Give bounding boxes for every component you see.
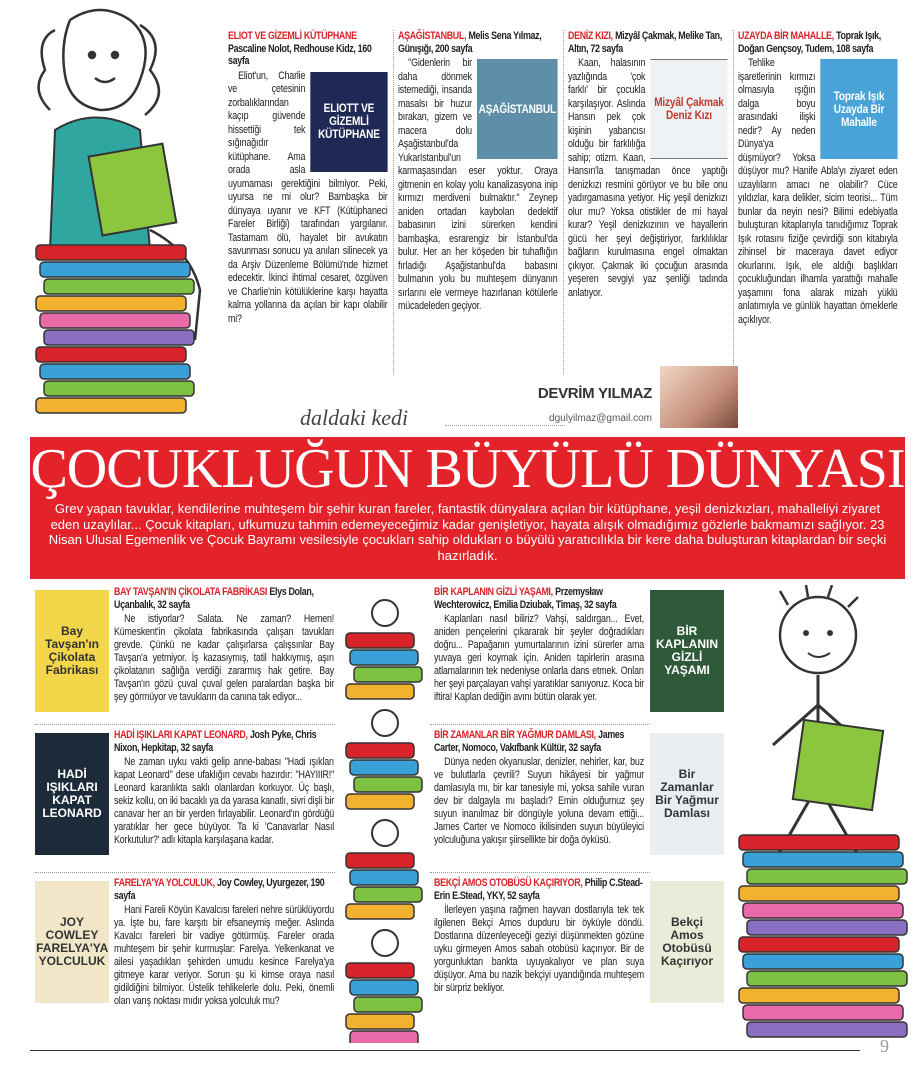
child-head (372, 710, 398, 736)
book-cover-deniz-kizi: Mizyâl Çakmak Deniz Kızı (650, 59, 727, 159)
book-icon (743, 1005, 903, 1020)
book-icon (743, 852, 903, 867)
article-text: Dünya neden okyanuslar, denizler, nehirler, kar, buz ve bulutlarla çevrili? Suyun hikâyesi bir yağmur damlasıyla mı, bir kar tanesiyle mi, yoksa sahile vuran dev bir dalgayla mı başladı? Emin olduğumuz şey suyun inanılmaz bir döngüyle yoluna devam ettiği... James Carter ve Nomoco ikilisinden suyun büyüleyici yolculuğuna yakışır şiirsellikte bir doğa öyküsü. (434, 756, 644, 846)
boy-reading-illustration (728, 585, 916, 1045)
book-cover: BİR KAPLANIN GİZLİ YAŞAMI (650, 590, 724, 712)
child-head (372, 820, 398, 846)
book-icon (354, 997, 422, 1012)
illustration-kids-books (340, 588, 430, 1043)
book-icon (747, 920, 907, 935)
article-text: İlerleyen yaşına rağmen hayvan dostlarıyla tek tek ilgilenen Bekçi Amos dupduru bir öyküyle döndü. Dostlarına düzenleyeceği geziyi düşünmekten gözüne uyku girmeyen Amos sabah otobüsü kaçırıyor. Bir de yorgunluktan bankta uyuyakalıyor ve plan suya düşüyor. Ama bu nazik bekçiyi uyandığında muhteşem bir sürpriz bekliyor. (434, 904, 644, 994)
article (114, 877, 334, 1008)
book-icon (346, 633, 414, 648)
article-title: HADİ IŞIKLARI KAPAT LEONARD, (114, 729, 248, 741)
article (114, 729, 334, 847)
article-meta: Josh Pyke, Chris Nixon, Hepkitap, 32 sayfa (114, 729, 317, 754)
article-title: AŞAĞİSTANBUL, (398, 30, 467, 42)
book-cover: HADİ IŞIKLARI KAPAT LEONARD (35, 733, 109, 855)
article (434, 729, 644, 847)
article-meta: Pascaline Nolot, Redhouse Kidz, 160 sayfa (228, 42, 372, 67)
article-uzayda-bir-mahalle (738, 30, 898, 327)
column-name: daldaki kedi (300, 405, 409, 430)
book-icon (36, 398, 186, 413)
author-email: dgulyilmaz@gmail.com (549, 413, 652, 424)
book-icon (350, 870, 418, 885)
article-asagistanbul (398, 30, 558, 314)
article-meta: Philip C.Stead-Erin E.Stead, YKY, 52 sayfa (434, 877, 643, 902)
book-icon (743, 903, 903, 918)
book-cover: JOY COWLEY FARELYA'YA YOLCULUK (35, 881, 109, 1003)
article-title: UZAYDA BİR MAHALLE, (738, 30, 834, 42)
book-icon (44, 381, 194, 396)
book-icon (346, 904, 414, 919)
book-icon (739, 835, 899, 850)
book-cover: Bay Tavşan'ın Çikolata Fabrikası (35, 590, 109, 712)
article-text: "Gidenlerin bir daha dönmek istemediği, insanda masalsı bir huzur bırakan, gizem ve macera dolu Aşağistanbul'da YukarIstanbul'un karmaşasından eser yoktur. Oraya gitmenin en kolay yolu kanalizasyona inip kırmızı merdiveni bulmaktır." Zeynep aniden ortadan kaybolan dedektif babasının izini sürerken kendini bambaşka, esrarengiz bir İstanbul'da bulur. Her an her köşeden bir tuhaflığın fırladığı Aşağistanbul'da babasını bulmanın yolu bu muhteşem dünyanın sırlarını ele vermeye hazırlanan kötülerle mücadeleden geçiyor. (398, 57, 558, 312)
article-text: Tehlike işaretlerinin kırmızı olmasıyla ışığın dalga boyu arasındaki ilişki nedir? Ay neden Dünya'ya düşmüyor? Yoksa düşüyor mu? Hanife Abla'yı ziyaret eden uzaylıların amacı ne olabilir? Cüce yıldızlar, kara delikler, sicim teorisi... Tüm bunlar da neyin nesi? Bilimi edebiyatla buluşturan kitaplarıyla tanıdığımız Toprak Işık rotasını fiziğe çevirdiği son kitabıyla zihinsel bir maceraya davet ediyor okurlarını. Işık, ele aldığı başlıkları çocukluğundan ilhamla yarattığı mahalle yaşamını fona alarak mizah yüklü anlatımıyla ve günlük hayattan örneklerle açıklıyor. (738, 57, 898, 326)
book-cover-eliot: ELIOTT VE GİZEMLİ KÜTÜPHANE (310, 72, 387, 172)
book-icon (346, 963, 414, 978)
article-deniz-kizi (568, 30, 728, 300)
intro-text: Grev yapan tavuklar, kendilerine muhteşem bir şehir kuran fareler, fantastik dünyalara açılan bir kütüphane, yeşil denizkızları, mahalleliyi ziyaret eden uzaylılar... Çocuk kitapları, ufkumuzu tahmin edemeyeceğimiz kadar genişletiyor, hayata alışık olmadığımız gözlerle bakmamızı sağlıyor. 23 Nisan Ulusal Egemenlik ve Çocuk Bayramı vesilesiyle çocukları sahip oldukları o büyülü yaratıcılıkla bir kere daha buluşturan kitaplardan bir seçki hazırladık. (48, 501, 887, 563)
article-text: Eliot'un, Charlie ve çetesinin zorbalıklarından kaçıp güvende hissettiği tek sığınağıdır kütüphane. Ama orada asla uyumaması gerektiğini bilmiyor. Peki, uyursa ne mi olur? Bambaşka bir dünyaya uyanır ve KFT (Kütüphaneci Fareler Birliği) tarafından yargılanır. Tastamam ölü, hayalet bir avukatın savunması sonucu ya anıları silinecek ya da Arşiv Düzenleme Bölümü'nde hizmet edecektir. İkinci ihtimal cesaret, özgüven ve Charlie'nin kötülüklerine karşı hayatta kalma yollarına da açılan bir kapı olabilir mi? (228, 69, 388, 325)
article-text: Ne istiyorlar? Salata. Ne zaman? Hemen! Kümeskent'in çikolata fabrikasında çalışan tavukları grevde. Çünkü ne kadar çalışırlarsa çalışsınlar Bay Tavşan'a yetmiyor. İş kazasıymış, tatil hakkıymış, aşırı çikolatanın sağlığa verdiği zararmış hak getire. Bay Tavşan'ın gözü çuval çuval gelen paralardan başka bir şey görmüyor ve tavukların da canına tak ediyor... (114, 613, 335, 703)
author-photo (660, 366, 738, 428)
book-icon (739, 937, 899, 952)
book-icon (350, 760, 418, 775)
book-icon (747, 869, 907, 884)
article-title: ELIOT VE GİZEMLİ KÜTÜPHANE (228, 30, 357, 42)
article-meta: Mizyâl Çakmak, Melike Tan, Altın, 72 sayfa (568, 30, 722, 55)
book-icon (346, 853, 414, 868)
book-cover: Bir Zamanlar Bir Yağmur Damlası (650, 733, 724, 855)
page-number: 9 (880, 1036, 889, 1056)
book-icon (743, 954, 903, 969)
book-icon (747, 971, 907, 986)
book-icon (739, 988, 899, 1003)
article-meta: Toprak Işık, Doğan Gençsoy, Tudem, 108 sayfa (738, 30, 881, 55)
article-title: BEKÇİ AMOS OTOBÜSÜ KAÇIRIYOR, (434, 877, 583, 889)
book-icon (354, 667, 422, 682)
article (114, 586, 334, 704)
book-icon (40, 364, 190, 379)
book-icon (350, 1031, 418, 1043)
illustration-girl-books (0, 0, 225, 430)
article (434, 877, 644, 995)
illustration-boy-books (728, 585, 916, 1045)
article-title: BİR ZAMANLAR BİR YAĞMUR DAMLASI, (434, 729, 596, 741)
article-meta: James Carter, Nomoco, Vakıfbank Kültür, 32 sayfa (434, 729, 625, 754)
book-icon (44, 330, 194, 345)
article-meta: Elys Dolan, Uçanbalık, 32 sayfa (114, 586, 314, 611)
article-title: BAY TAVŞAN'IN ÇİKOLATA FABRİKASI (114, 586, 268, 598)
author-name: DEVRİM YILMAZ (537, 385, 652, 402)
book-icon (346, 794, 414, 809)
article-text: Ne zaman uyku vakti gelip anne-babası "Hadi ışıkları kapat Leonard" dese ufaklığın cevabı hazırdır: "HAYIIIR!" Leonard karanlıkta saklı olanlardan korkuyor. Üç başlı, sekiz kollu, on iki bacaklı ya da yarasa kanatlı, sivri dişli bir canavar her an bir yerden fırlayabilir. Leonard'ın gördüğü yaratıklar her gece büyüyor. Ta ki 'Canavarlar Nasıl Korkutulur?' adlı kitapla karşılaşana kadar. (114, 756, 335, 846)
article-title: BİR KAPLANIN GİZLİ YAŞAMI, (434, 586, 553, 598)
book-icon (36, 245, 186, 260)
book-icon (36, 296, 186, 311)
headline-band (30, 437, 905, 579)
children-on-books-illustration (340, 588, 430, 1043)
article-text: Kaplanları nasıl biliriz? Vahşi, saldırgan... Evet, aniden pençelerini çıkararak bir şeyler doğradıkları doğru... Papağanın yumurtalarının izini sürerler ama yuvaya geri koymak için. Aniden tapirlerin arasına atlamalarının tek nedeniyse onlarla dans etmek. Onları her şeyi parçalayan vahşi yaratıklar sanıyoruz. Koca bir iftira! Kaplan dediğin avını bütün olarak yer. (434, 613, 644, 703)
book-icon (346, 743, 414, 758)
book-icon (346, 684, 414, 699)
girl-reading-illustration (0, 0, 225, 430)
book-icon (350, 650, 418, 665)
article-title: FARELYA'YA YOLCULUK, (114, 877, 215, 889)
book-icon (40, 313, 190, 328)
article-meta: Przemysław Wechterowicz, Emilia Dziubak, Timaş, 32 sayfa (434, 586, 617, 611)
book-icon (354, 777, 422, 792)
article-title: DENİZ KIZI, (568, 30, 613, 42)
child-head (372, 930, 398, 956)
headline: ÇOCUKLUĞUN BÜYÜLÜ DÜNYASI (30, 438, 905, 500)
book-cover: Bekçi Amos Otobüsü Kaçırıyor (650, 881, 724, 1003)
book-cover-asagistanbul: AŞAĞİSTANBUL (477, 59, 558, 159)
book-cover-uzayda: Toprak Işık Uzayda Bir Mahalle (820, 59, 897, 159)
book-icon (36, 347, 186, 362)
book-icon (350, 980, 418, 995)
book-icon (739, 886, 899, 901)
article-text: Hani Fareli Köyün Kavalcısı fareleri nehre sürüklüyordu ya. İşte bu, fare karşıtı bir efsaneymiş meğer. Aslında Kavalcı fareleri bir vadiye götürmüş. Fareler orada muhteşem bir şehir kurmuşlar: Farelya. Yelkenkanat ve ailesi yaşadıkları şehirden umudu kesince Farelya'ya gitmeye karar veriyor. Sorun şu ki kimse oraya nasıl gidildiğini bilmiyor. Üstelik tehlikelerle dolu. Peki, önemli olan varış noktası mıdır yoksa yolculuk mu? (114, 904, 335, 1007)
article-meta: Joy Cowley, Uyurgezer, 190 sayfa (114, 877, 325, 902)
book-icon (346, 1014, 414, 1029)
child-head (372, 600, 398, 626)
book-icon (40, 262, 190, 277)
article (434, 586, 644, 704)
article-meta: Melis Sena Yılmaz, Günışığı, 200 sayfa (398, 30, 542, 55)
book-icon (747, 1022, 907, 1037)
article-text: Kaan, halasının yazlığında 'çok farklı' bir çocukla karşılaşıyor. Aslında Hansın pek çok kişinin yabancısı olduğu bir farklılığa sahip; otizm. Kaan, Hansın'la tanışmadan önce yaptığı denizkızı resmini görüyor ve bu bile onu yadırgamasına yetiyor. Hiç yeşil denizkızı olur mu? Yoksa otistikler de mi hayal kurar? Yeşil denizkızının ve hayallerin gücü her şeyi değiştiriyor, farklılıklar bağların kurulmasına engel olmaktan çıkıyor. Çakmak iki çocuğun arasında yeşeren sevgiyi yaz şenliği tadında anlatıyor. (568, 57, 728, 299)
book-icon (44, 279, 194, 294)
article-eliot (228, 30, 388, 326)
book-icon (354, 887, 422, 902)
